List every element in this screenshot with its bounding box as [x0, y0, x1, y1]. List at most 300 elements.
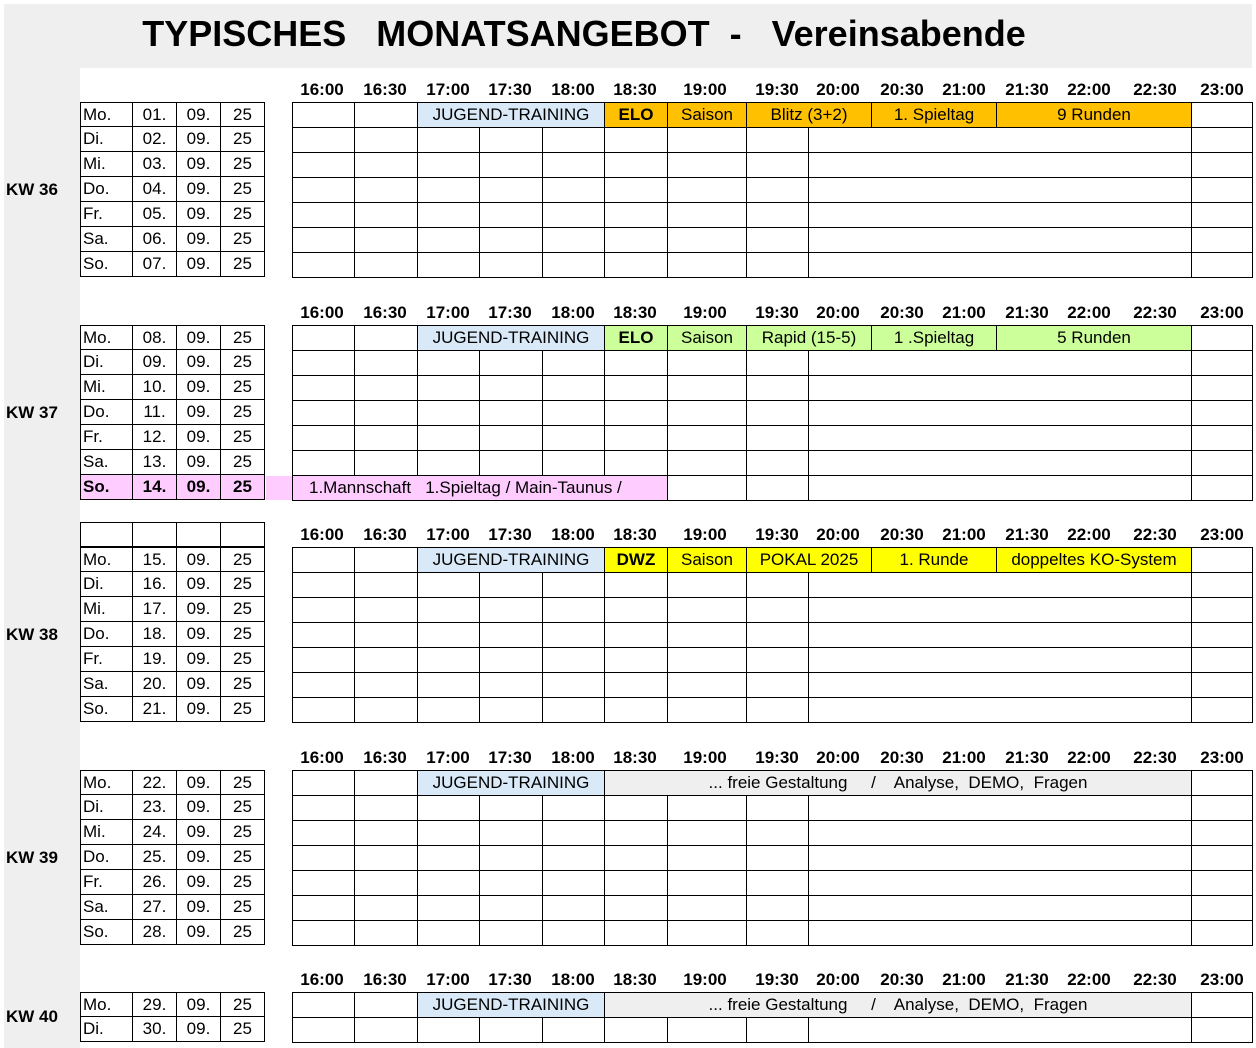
weekday-cell: Mo.	[80, 325, 133, 350]
date-cell: 21.	[133, 697, 177, 722]
grid-col-line	[479, 795, 480, 945]
time-header: 22:30	[1133, 80, 1177, 99]
grid-col-line	[542, 795, 543, 945]
week-label: KW 38	[6, 624, 58, 644]
time-header: 19:00	[683, 970, 727, 989]
grid-col-line	[354, 102, 355, 277]
grid-col-line	[1191, 547, 1192, 722]
time-header: 19:30	[755, 748, 799, 767]
grid-col-line	[604, 547, 605, 722]
time-header: 18:30	[613, 525, 657, 544]
time-header: 17:00	[426, 303, 470, 322]
grid-left	[292, 102, 293, 278]
date-cell: 25	[221, 647, 265, 672]
grid-row-line	[292, 870, 1252, 871]
date-cell: 08.	[133, 325, 177, 350]
grid-col-line	[808, 1017, 809, 1042]
grid-col-line	[667, 325, 668, 500]
time-header: 19:00	[683, 80, 727, 99]
date-cell: 09.	[177, 795, 221, 820]
grid-row-line	[292, 697, 1252, 698]
date-cell: 09.	[177, 350, 221, 375]
blank-cell	[133, 522, 177, 547]
event-runden: 5 Runden	[997, 326, 1191, 350]
grid-col-line	[417, 102, 418, 277]
weekday-cell: Sa.	[80, 895, 133, 920]
time-header: 19:00	[683, 303, 727, 322]
time-header: 22:30	[1133, 525, 1177, 544]
grid-col-line	[1191, 992, 1192, 1042]
time-header: 16:00	[300, 303, 344, 322]
date-cell: 09.	[177, 227, 221, 252]
grid-row-line	[292, 895, 1252, 896]
time-header: 22:30	[1133, 303, 1177, 322]
time-header: 22:30	[1133, 970, 1177, 989]
grid-col-line	[604, 325, 605, 500]
time-header: 20:30	[880, 970, 924, 989]
date-cell: 06.	[133, 227, 177, 252]
event-jugend-training: JUGEND-TRAINING	[418, 103, 604, 127]
time-header: 16:00	[300, 970, 344, 989]
date-cell: 09.	[177, 992, 221, 1017]
grid-col-line	[808, 795, 809, 945]
time-header: 18:30	[613, 303, 657, 322]
weekday-cell: Mi.	[80, 820, 133, 845]
time-header: 20:30	[880, 303, 924, 322]
date-cell: 09.	[177, 1017, 221, 1042]
time-header: 18:30	[613, 748, 657, 767]
weekday-cell: Mi.	[80, 375, 133, 400]
grid-right	[1252, 547, 1253, 723]
grid-row-line	[292, 425, 1252, 426]
event-mode: Rapid (15-5)	[747, 326, 871, 350]
date-cell: 09.	[177, 547, 221, 572]
time-header: 22:30	[1133, 748, 1177, 767]
grid-left	[292, 770, 293, 946]
weekday-cell: Mo.	[80, 102, 133, 127]
grid-col-line	[542, 572, 543, 722]
date-cell: 09.	[177, 597, 221, 622]
date-cell: 25	[221, 102, 265, 127]
grid-col-line	[479, 127, 480, 277]
time-header: 17:00	[426, 748, 470, 767]
date-cell: 19.	[133, 647, 177, 672]
grid-row-line	[292, 647, 1252, 648]
date-cell: 25	[221, 845, 265, 870]
weekday-cell: Mo.	[80, 992, 133, 1017]
date-cell: 09.	[177, 870, 221, 895]
date-cell: 09.	[177, 572, 221, 597]
date-cell: 09.	[177, 252, 221, 277]
time-header: 23:00	[1200, 970, 1244, 989]
event-free-session: ... freie Gestaltung / Analyse, DEMO, Fragen	[605, 771, 1191, 795]
date-cell: 09.	[177, 152, 221, 177]
date-cell: 03.	[133, 152, 177, 177]
weekday-cell: Di.	[80, 127, 133, 152]
time-header: 20:30	[880, 525, 924, 544]
grid-right	[1252, 770, 1253, 946]
time-header: 21:00	[942, 80, 986, 99]
date-cell: 14.	[133, 475, 177, 500]
weekday-cell: Fr.	[80, 647, 133, 672]
date-cell: 28.	[133, 920, 177, 945]
grid-row-line	[292, 177, 1252, 178]
grid-row-line	[292, 845, 1252, 846]
grid-col-line	[667, 547, 668, 722]
date-cell: 27.	[133, 895, 177, 920]
time-header: 19:30	[755, 970, 799, 989]
date-cell: 25	[221, 227, 265, 252]
time-header: 23:00	[1200, 525, 1244, 544]
grid-col-line	[354, 547, 355, 722]
weekday-cell: Di.	[80, 350, 133, 375]
weekday-cell: Sa.	[80, 227, 133, 252]
time-header: 18:30	[613, 970, 657, 989]
grid-col-line	[604, 770, 605, 945]
date-cell: 09.	[177, 102, 221, 127]
date-cell: 25	[221, 325, 265, 350]
grid-col-line	[1191, 325, 1192, 500]
grid-row-line	[292, 252, 1252, 253]
date-cell: 09.	[177, 920, 221, 945]
grid-col-line	[746, 795, 747, 945]
date-cell: 09.	[177, 127, 221, 152]
weekday-cell: So.	[80, 475, 133, 500]
weekday-cell: Mo.	[80, 547, 133, 572]
grid-col-line	[354, 325, 355, 500]
date-cell: 25	[221, 622, 265, 647]
date-cell: 02.	[133, 127, 177, 152]
date-cell: 25	[221, 1017, 265, 1042]
weekday-cell: Do.	[80, 845, 133, 870]
grid-left	[292, 992, 293, 1043]
date-cell: 24.	[133, 820, 177, 845]
grid-col-line	[808, 547, 809, 722]
date-cell: 25	[221, 597, 265, 622]
time-header: 16:30	[363, 748, 407, 767]
time-header: 16:00	[300, 525, 344, 544]
event-rating: ELO	[605, 103, 667, 127]
week-label-column	[4, 68, 80, 1048]
time-header: 22:00	[1067, 748, 1111, 767]
time-header: 21:00	[942, 525, 986, 544]
time-header: 20:30	[880, 748, 924, 767]
date-cell: 25	[221, 475, 265, 500]
blank-cell	[221, 522, 265, 547]
date-cell: 13.	[133, 450, 177, 475]
date-cell: 09.	[177, 845, 221, 870]
date-cell: 20.	[133, 672, 177, 697]
time-header: 18:00	[551, 525, 595, 544]
time-header: 17:30	[488, 748, 532, 767]
weekday-cell: So.	[80, 697, 133, 722]
time-header: 20:00	[816, 748, 860, 767]
date-cell: 25	[221, 202, 265, 227]
date-cell: 25	[221, 672, 265, 697]
grid-col-line	[479, 572, 480, 722]
date-cell: 12.	[133, 425, 177, 450]
date-cell: 25	[221, 895, 265, 920]
date-cell: 09.	[177, 375, 221, 400]
grid-col-line	[1191, 770, 1192, 945]
time-header: 20:00	[816, 303, 860, 322]
date-cell: 25	[221, 992, 265, 1017]
event-team-match: 1.Mannschaft 1.Spieltag / Main-Taunus /	[293, 476, 667, 500]
event-rating: ELO	[605, 326, 667, 350]
date-cell: 25	[221, 375, 265, 400]
time-header: 16:30	[363, 525, 407, 544]
date-cell: 25	[221, 820, 265, 845]
grid-col-line	[479, 1017, 480, 1042]
date-cell: 09.	[177, 325, 221, 350]
grid-bottom	[292, 277, 1252, 278]
grid-row-line	[292, 622, 1252, 623]
time-header: 17:00	[426, 80, 470, 99]
grid-col-line	[667, 1017, 668, 1042]
date-cell: 25	[221, 795, 265, 820]
event-rating: DWZ	[605, 548, 667, 572]
grid-col-line	[417, 547, 418, 722]
time-header: 17:30	[488, 303, 532, 322]
date-cell: 09.	[177, 450, 221, 475]
weekday-cell: Mo.	[80, 770, 133, 795]
date-cell: 29.	[133, 992, 177, 1017]
date-cell: 09.	[133, 350, 177, 375]
date-cell: 09.	[177, 202, 221, 227]
weekday-cell: Mi.	[80, 597, 133, 622]
week-label: KW 37	[6, 402, 58, 422]
grid-row-line	[292, 920, 1252, 921]
date-cell: 25.	[133, 845, 177, 870]
grid-col-line	[667, 795, 668, 945]
event-saison: Saison	[668, 103, 746, 127]
weekday-cell: Fr.	[80, 425, 133, 450]
grid-row-line	[292, 375, 1252, 376]
time-header: 21:30	[1005, 748, 1049, 767]
date-cell: 25	[221, 920, 265, 945]
grid-col-line	[354, 992, 355, 1042]
date-cell: 17.	[133, 597, 177, 622]
time-header: 21:00	[942, 970, 986, 989]
grid-col-line	[542, 127, 543, 277]
time-header: 20:00	[816, 525, 860, 544]
event-jugend-training: JUGEND-TRAINING	[418, 548, 604, 572]
date-cell: 09.	[177, 820, 221, 845]
date-cell: 23.	[133, 795, 177, 820]
date-cell: 16.	[133, 572, 177, 597]
grid-bottom	[292, 500, 1252, 501]
time-header: 17:30	[488, 970, 532, 989]
date-cell: 09.	[177, 672, 221, 697]
time-header: 19:00	[683, 748, 727, 767]
grid-col-line	[354, 770, 355, 945]
date-cell: 04.	[133, 177, 177, 202]
date-cell: 09.	[177, 475, 221, 500]
date-cell: 25	[221, 350, 265, 375]
event-saison: Saison	[668, 326, 746, 350]
grid-row-line	[292, 227, 1252, 228]
grid-col-line	[542, 1017, 543, 1042]
grid-col-line	[746, 1017, 747, 1042]
event-mode: POKAL 2025	[747, 548, 871, 572]
time-header: 19:30	[755, 303, 799, 322]
date-cell: 25	[221, 450, 265, 475]
time-header: 17:30	[488, 80, 532, 99]
time-header: 22:00	[1067, 525, 1111, 544]
page-title: TYPISCHES MONATSANGEBOT - Vereinsabende	[142, 13, 1026, 54]
grid-row-line	[292, 152, 1252, 153]
grid-col-line	[667, 475, 668, 500]
time-header: 23:00	[1200, 80, 1244, 99]
event-runden: doppeltes KO-System	[997, 548, 1191, 572]
grid-row-line	[292, 820, 1252, 821]
date-cell: 09.	[177, 177, 221, 202]
time-header: 20:00	[816, 970, 860, 989]
date-cell: 09.	[177, 647, 221, 672]
date-cell: 09.	[177, 425, 221, 450]
event-jugend-training: JUGEND-TRAINING	[418, 771, 604, 795]
time-header: 21:30	[1005, 80, 1049, 99]
date-cell: 09.	[177, 697, 221, 722]
time-header: 21:30	[1005, 303, 1049, 322]
time-header: 19:30	[755, 525, 799, 544]
sunday-highlight	[266, 476, 292, 500]
date-cell: 25	[221, 127, 265, 152]
weekday-cell: Mi.	[80, 152, 133, 177]
event-spieltag: 1. Spieltag	[872, 103, 996, 127]
grid-col-line	[746, 325, 747, 500]
grid-col-line	[417, 770, 418, 945]
time-header: 21:00	[942, 303, 986, 322]
time-header: 20:30	[880, 80, 924, 99]
time-header: 16:00	[300, 748, 344, 767]
date-cell: 25	[221, 252, 265, 277]
date-cell: 01.	[133, 102, 177, 127]
time-header: 16:30	[363, 80, 407, 99]
grid-row-line	[292, 350, 1252, 351]
event-free-session: ... freie Gestaltung / Analyse, DEMO, Fragen	[605, 993, 1191, 1017]
event-spieltag: 1. Runde	[872, 548, 996, 572]
time-header: 16:00	[300, 80, 344, 99]
time-header: 22:00	[1067, 80, 1111, 99]
date-cell: 25	[221, 177, 265, 202]
date-cell: 10.	[133, 375, 177, 400]
grid-row-line	[292, 1017, 1252, 1018]
grid-left	[292, 547, 293, 723]
grid-row-line	[292, 572, 1252, 573]
date-cell: 18.	[133, 622, 177, 647]
grid-row-line	[292, 672, 1252, 673]
time-header: 21:00	[942, 748, 986, 767]
date-cell: 25	[221, 547, 265, 572]
weekday-cell: Do.	[80, 177, 133, 202]
weekday-cell: Di.	[80, 1017, 133, 1042]
grid-row-line	[292, 127, 1252, 128]
weekday-cell: Fr.	[80, 870, 133, 895]
blank-cell	[177, 522, 221, 547]
weekday-cell: So.	[80, 252, 133, 277]
date-cell: 05.	[133, 202, 177, 227]
grid-row-line	[292, 202, 1252, 203]
time-header: 23:00	[1200, 303, 1244, 322]
time-header: 17:30	[488, 525, 532, 544]
weekday-cell: Do.	[80, 622, 133, 647]
date-cell: 25	[221, 770, 265, 795]
blank-cell	[80, 522, 133, 547]
weekday-cell: Di.	[80, 572, 133, 597]
time-header: 21:30	[1005, 525, 1049, 544]
grid-right	[1252, 325, 1253, 501]
time-header: 19:00	[683, 525, 727, 544]
week-label: KW 40	[6, 1007, 58, 1026]
grid-row-line	[292, 795, 1252, 796]
grid-right	[1252, 102, 1253, 278]
date-cell: 09.	[177, 622, 221, 647]
grid-col-line	[604, 102, 605, 277]
grid-row-line	[292, 400, 1252, 401]
grid-bottom	[292, 722, 1252, 723]
grid-col-line	[808, 325, 809, 500]
date-cell: 09.	[177, 770, 221, 795]
weekday-cell: Fr.	[80, 202, 133, 227]
event-saison: Saison	[668, 548, 746, 572]
date-cell: 25	[221, 400, 265, 425]
event-jugend-training: JUGEND-TRAINING	[418, 326, 604, 350]
week-label: KW 39	[6, 847, 58, 867]
time-header: 23:00	[1200, 748, 1244, 767]
event-mode: Blitz (3+2)	[747, 103, 871, 127]
grid-col-line	[1191, 102, 1192, 277]
week-label: KW 36	[6, 179, 58, 199]
grid-bottom	[292, 945, 1252, 946]
grid-right	[1252, 992, 1253, 1043]
grid-col-line	[746, 102, 747, 277]
time-header: 18:00	[551, 80, 595, 99]
event-spieltag: 1 .Spieltag	[872, 326, 996, 350]
time-header: 22:00	[1067, 303, 1111, 322]
date-cell: 25	[221, 870, 265, 895]
date-cell: 11.	[133, 400, 177, 425]
time-header: 17:00	[426, 525, 470, 544]
date-cell: 15.	[133, 547, 177, 572]
date-cell: 22.	[133, 770, 177, 795]
event-jugend-training: JUGEND-TRAINING	[418, 993, 604, 1017]
date-cell: 30.	[133, 1017, 177, 1042]
time-header: 20:00	[816, 80, 860, 99]
time-header: 17:00	[426, 970, 470, 989]
time-header: 16:30	[363, 970, 407, 989]
event-runden: 9 Runden	[997, 103, 1191, 127]
grid-col-line	[417, 325, 418, 500]
weekday-cell: Sa.	[80, 672, 133, 697]
grid-bottom	[292, 1042, 1252, 1043]
grid-col-line	[808, 102, 809, 277]
time-header: 22:00	[1067, 970, 1111, 989]
grid-row-line	[292, 450, 1252, 451]
date-cell: 25	[221, 152, 265, 177]
time-header: 16:30	[363, 303, 407, 322]
date-cell: 09.	[177, 895, 221, 920]
time-header: 19:30	[755, 80, 799, 99]
date-cell: 25	[221, 572, 265, 597]
time-header: 18:00	[551, 970, 595, 989]
grid-col-line	[667, 102, 668, 277]
date-cell: 07.	[133, 252, 177, 277]
weekday-cell: So.	[80, 920, 133, 945]
weekday-cell: Di.	[80, 795, 133, 820]
date-cell: 26.	[133, 870, 177, 895]
grid-col-line	[746, 547, 747, 722]
